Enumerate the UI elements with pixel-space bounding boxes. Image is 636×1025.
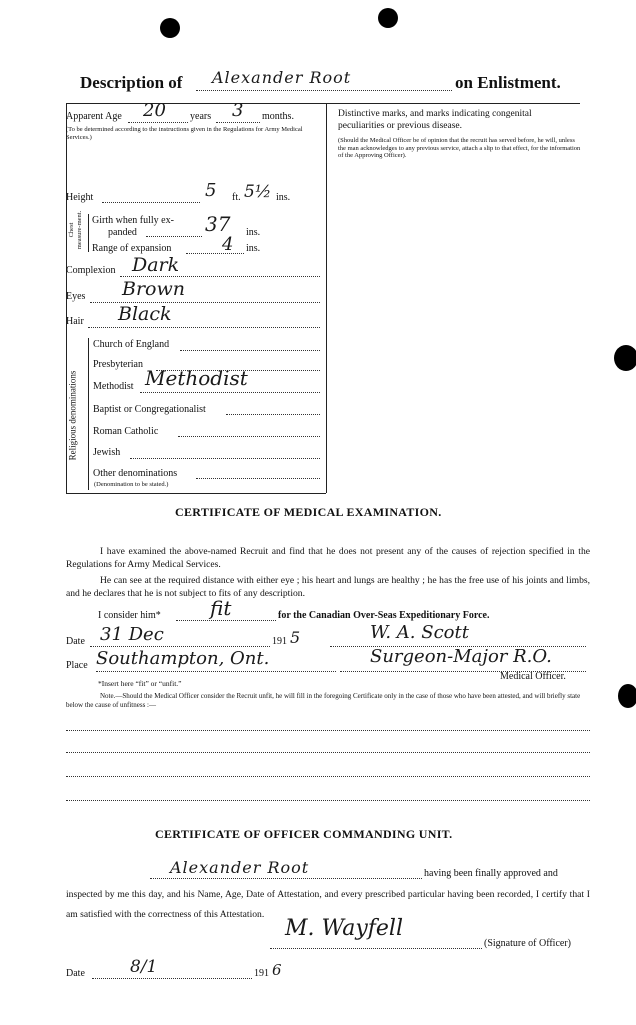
apparent-age-label: Apparent Age	[66, 111, 122, 122]
officer-text-2: inspected by me this day, and his Name, Age, Date of Attestation, and every prescribed particular having been recorded, I certify that I am satisfied with the correctness of this Attestation.	[66, 889, 590, 920]
eyes-value: Brown	[122, 278, 185, 300]
months-label: months.	[262, 111, 294, 122]
religion-label-other: Other denominations	[93, 468, 178, 479]
complexion-label: Complexion	[66, 265, 116, 276]
date-label: Date	[66, 636, 85, 647]
height-in: 5½	[244, 182, 272, 202]
box-divider	[326, 103, 327, 493]
medical-para-1: I have examined the above-named Recruit and find that he does not present any of the causes of rejection specified in the Regulations for Army Medical Services.	[66, 546, 590, 570]
range-value: 4	[222, 234, 234, 255]
years-value: 20	[143, 100, 166, 121]
place-label: Place	[66, 660, 88, 671]
unfitness-line	[66, 776, 590, 777]
range-label: Range of expansion	[92, 243, 172, 254]
punch-hole	[614, 345, 636, 371]
unfitness-line	[66, 752, 590, 753]
place-value: Southampton, Ont.	[96, 648, 270, 669]
marks-heading: Distinctive marks, and marks indicating congenital peculiarities or previous disease.	[338, 109, 532, 131]
title-right: on Enlistment.	[455, 73, 561, 92]
year-digit: 5	[290, 628, 301, 647]
medical-heading: CERTIFICATE OF MEDICAL EXAMINATION.	[175, 505, 442, 519]
religion-side-label: Religious denominations	[67, 370, 78, 461]
punch-hole	[378, 8, 398, 28]
rank-value: Surgeon-Major R.O.	[370, 646, 552, 667]
officer-heading: CERTIFICATE OF OFFICER COMMANDING UNIT.	[155, 827, 453, 841]
force-label: for the Canadian Over-Seas Expeditionary Force.	[278, 610, 490, 621]
officer-signature: M. Wayfell	[285, 916, 403, 941]
religion-label-baptist: Baptist or Congregationalist	[93, 404, 206, 415]
title-left: Description of	[80, 73, 183, 92]
medical-officer-label: Medical Officer.	[500, 671, 566, 682]
consider-label: I consider him*	[98, 610, 161, 621]
years-label: years	[190, 111, 212, 122]
officer-year-label: 191	[254, 968, 269, 979]
recruit-name: Alexander Root	[212, 68, 352, 87]
height-label: Height	[66, 192, 94, 203]
girth-unit: ins.	[246, 227, 261, 238]
marks-note: (Should the Medical Officer be of opinion that the recruit has served before, he will, unless the man acknowledges to any previous service, attach a slip to that effect, for the information of the Approving Officer).	[338, 137, 581, 159]
officer-date-value: 8/1	[130, 957, 158, 977]
unfit-note: Note.—Should the Medical Officer consider the Recruit unfit, he will fill in the foregoing Certificate only in the case of those who have been attested, and will briefly state below the cause of unfitness :—	[66, 692, 581, 709]
religion-label-methodist: Methodist	[93, 381, 134, 392]
religion-label-presbyterian: Presbyterian	[93, 359, 143, 370]
height-in-label: ins.	[276, 192, 291, 203]
girth-label-1: Girth when fully ex-	[92, 215, 174, 226]
year-label: 191	[272, 636, 287, 647]
officer-signature-label: (Signature of Officer)	[484, 938, 572, 949]
height-ft-label: ft.	[232, 192, 241, 203]
months-value: 3	[232, 100, 244, 121]
chest-label: Chest measure-ment.	[68, 210, 83, 250]
officer-date-label: Date	[66, 968, 85, 979]
denomination-note: (Denomination to be stated.)	[94, 481, 169, 488]
box-bottom-rule	[66, 493, 326, 494]
height-ft: 5	[205, 180, 217, 201]
punch-hole	[618, 684, 636, 708]
medical-para-2: He can see at the required distance with either eye ; his heart and lungs are healthy ; he has the free use of his joints and limbs, and he declares that he is not subject to fits of any description.	[66, 575, 590, 599]
hair-value: Black	[118, 303, 172, 325]
consider-value: fit	[210, 596, 232, 620]
girth-value: 37	[205, 212, 231, 236]
officer-year-digit: 6	[272, 961, 282, 979]
range-unit: ins.	[246, 243, 261, 254]
age-note: (To be determined according to the instructions given in the Regulations for Army Medical Services.)	[66, 126, 303, 141]
medical-signature: W. A. Scott	[370, 622, 469, 643]
officer-text-1: having been finally approved and	[424, 868, 558, 879]
date-value: 31 Dec	[100, 624, 164, 645]
officer-recruit-name: Alexander Root	[170, 858, 310, 877]
complexion-value: Dark	[132, 254, 180, 276]
religion-label-roman-catholic: Roman Catholic	[93, 426, 159, 437]
insert-note: *Insert here “fit” or “unfit.”	[98, 679, 182, 688]
unfitness-line	[66, 800, 590, 801]
hair-label: Hair	[66, 316, 84, 327]
punch-hole	[160, 18, 180, 38]
religion-label-church-of-england: Church of England	[93, 339, 170, 350]
religion-label-jewish: Jewish	[93, 447, 121, 458]
unfitness-line	[66, 730, 590, 731]
eyes-label: Eyes	[66, 291, 86, 302]
girth-label-2: panded	[108, 227, 137, 238]
religion-value-methodist: Methodist	[145, 366, 248, 390]
